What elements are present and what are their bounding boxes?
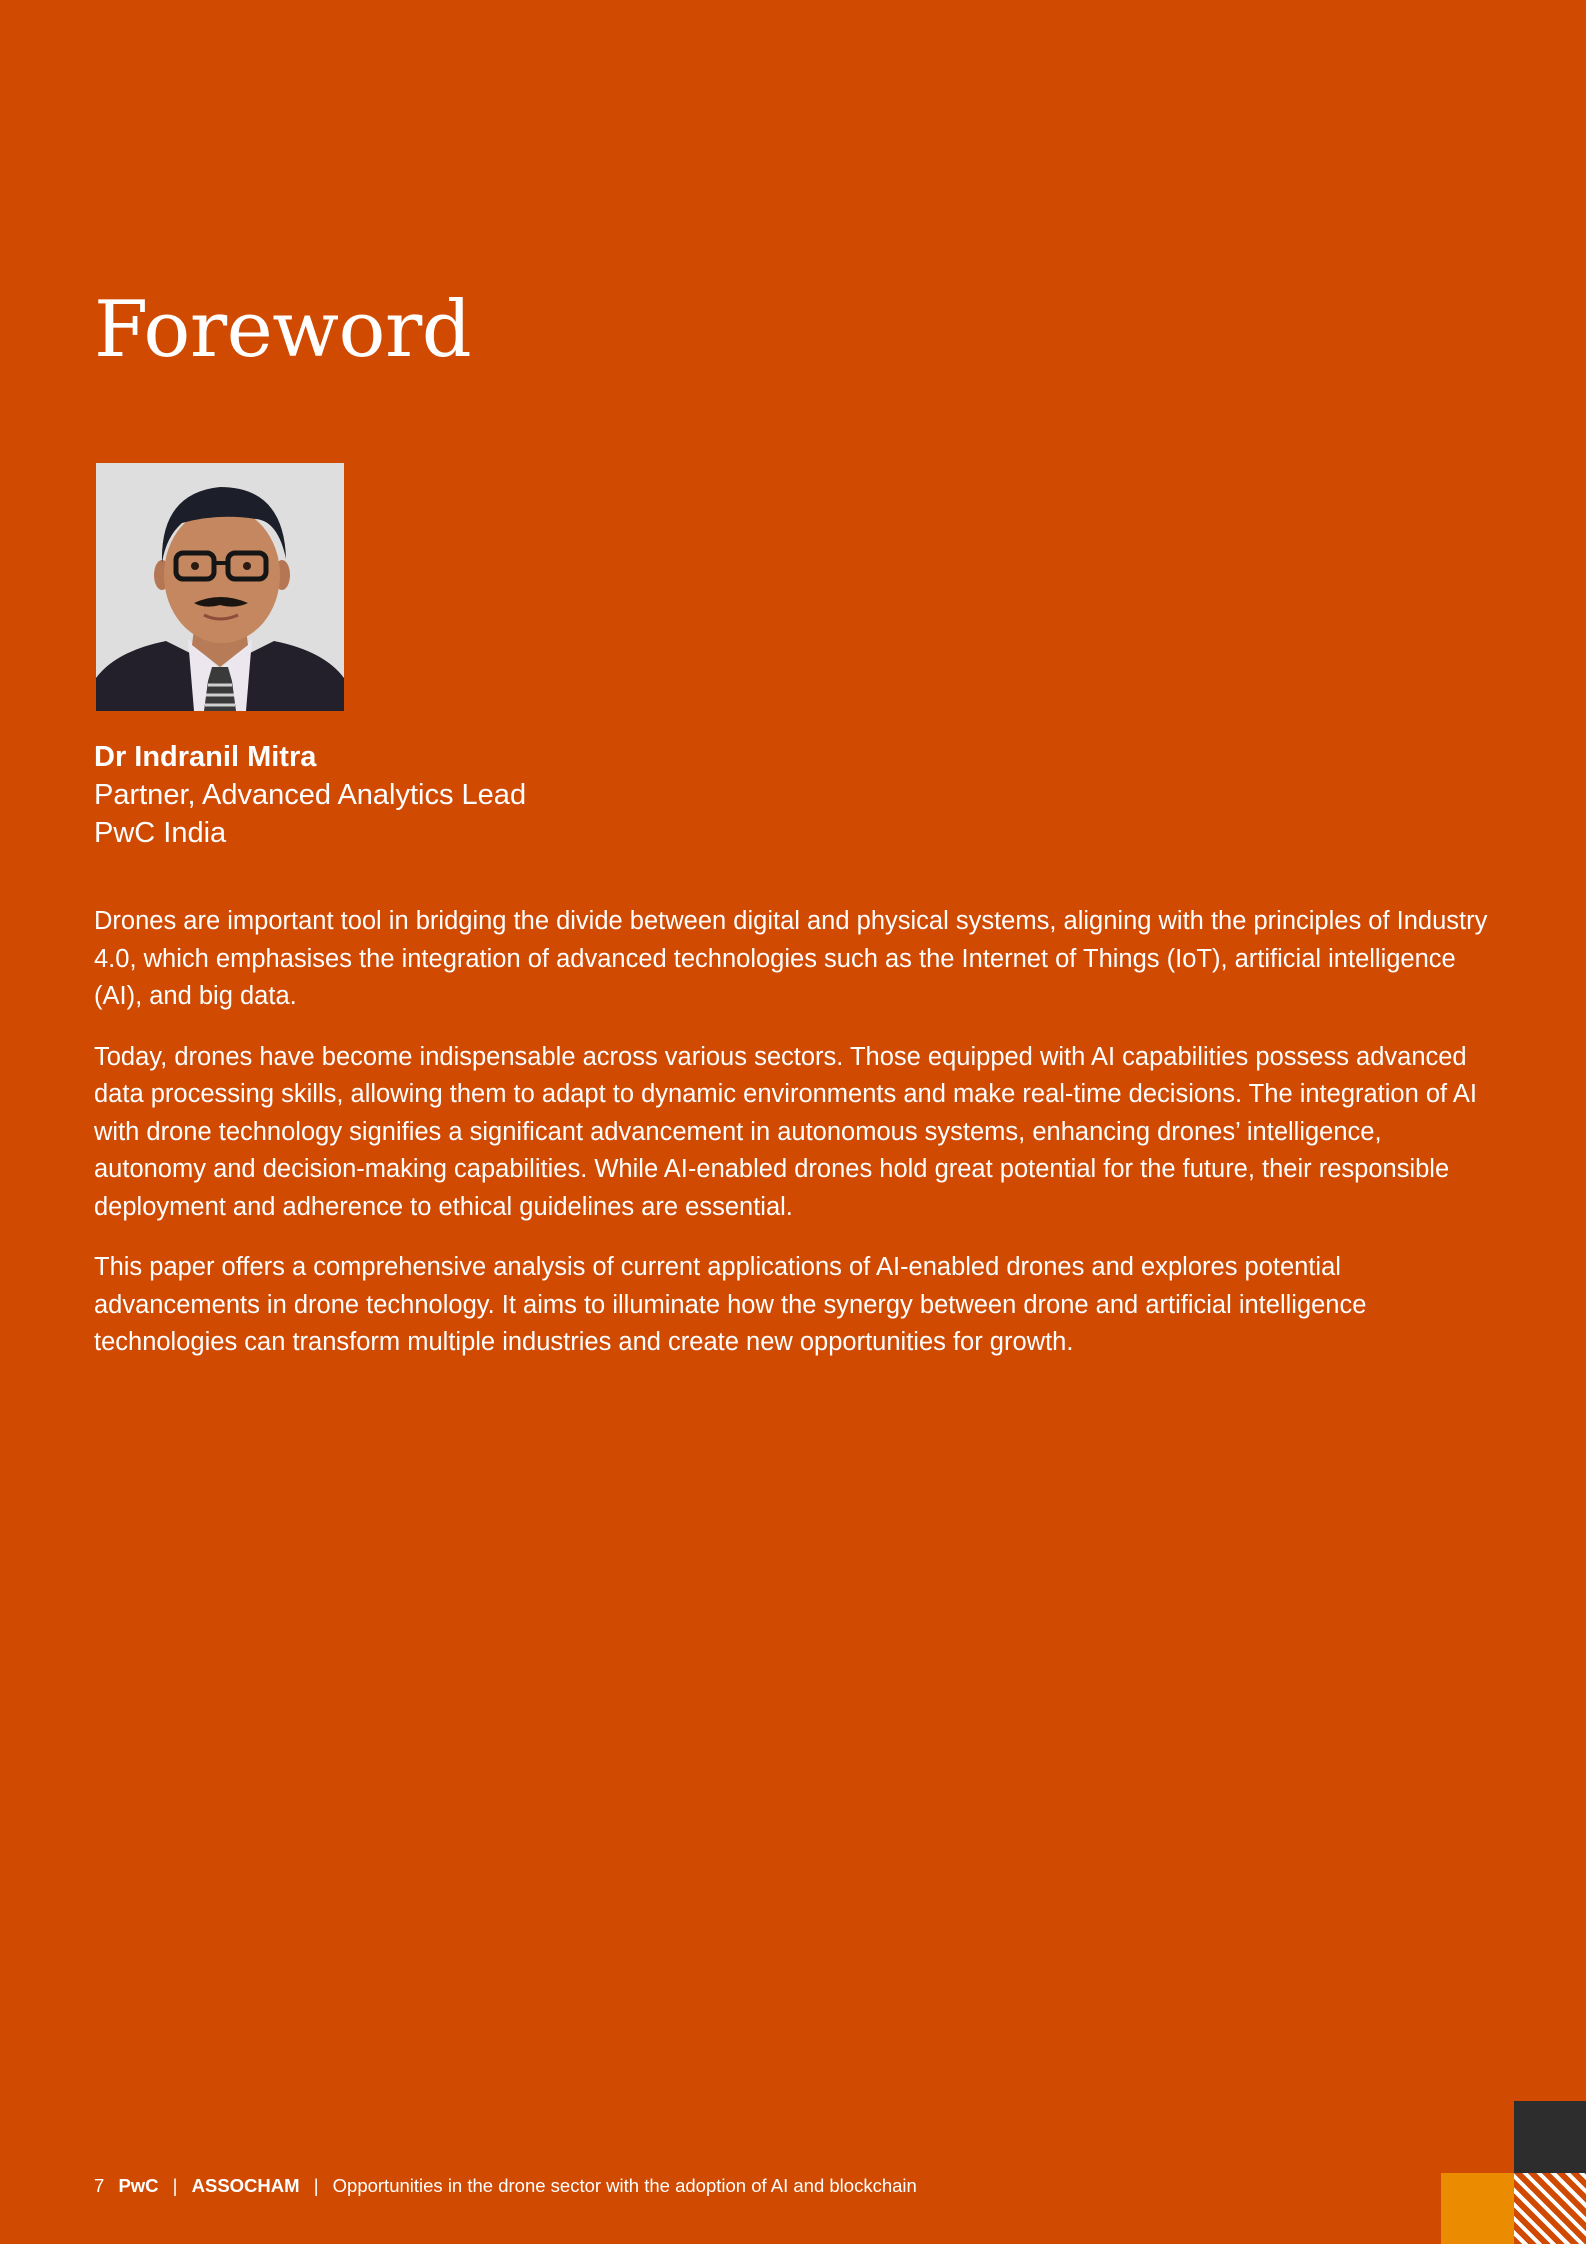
portrait-icon xyxy=(96,463,344,711)
page-number: 7 xyxy=(94,2175,105,2196)
body-paragraph: This paper offers a comprehensive analysis of current applications of AI-enabled drones and explores potential advancements in drone technology. It aims to illuminate how the synergy between drone and artificial intelligence technologies can transform multiple industries and create new opportunities for growth. xyxy=(94,1253,1367,1356)
author-role: Partner, Advanced Analytics Lead xyxy=(94,779,527,811)
corner-striped-block xyxy=(1514,2173,1586,2244)
author-name: Dr Indranil Mitra xyxy=(94,741,317,773)
body-paragraph: Drones are important tool in bridging the divide between digital and physical systems, aligning with the principles of Industry 4.0, which emphasises the integration of advanced technologies such as the Internet of Things (IoT), artificial intelligence (AI), and big data. xyxy=(94,907,1488,1010)
body-paragraph: Today, drones have become indispensable across various sectors. Those equipped with AI capabilities possess advanced data processing skills, allowing them to adapt to dynamic environments and make real-time decisions. The integration of AI with drone technology signifies a significant advancement in autonomous systems, enhancing drones’ intelligence, autonomy and decision-making capabilities. While AI-enabled drones hold great potential for the future, their responsible deployment and adherence to ethical guidelines are essential. xyxy=(94,1042,1477,1221)
footer-brand-pwc: PwC xyxy=(118,2175,159,2196)
corner-dark-block xyxy=(1514,2101,1586,2173)
author-photo xyxy=(96,463,344,711)
footer-separator: | xyxy=(172,2175,178,2196)
author-organization: PwC India xyxy=(94,817,227,849)
corner-orange-block xyxy=(1441,2173,1514,2244)
footer-separator: | xyxy=(313,2175,319,2196)
footer-brand-assocham: ASSOCHAM xyxy=(191,2175,300,2196)
foreword-body xyxy=(94,903,1494,1385)
page-footer xyxy=(94,2174,917,2198)
page-title: Foreword xyxy=(94,285,472,375)
author-block xyxy=(94,738,526,852)
footer-report-title: Opportunities in the drone sector with the adoption of AI and blockchain xyxy=(332,2175,917,2196)
